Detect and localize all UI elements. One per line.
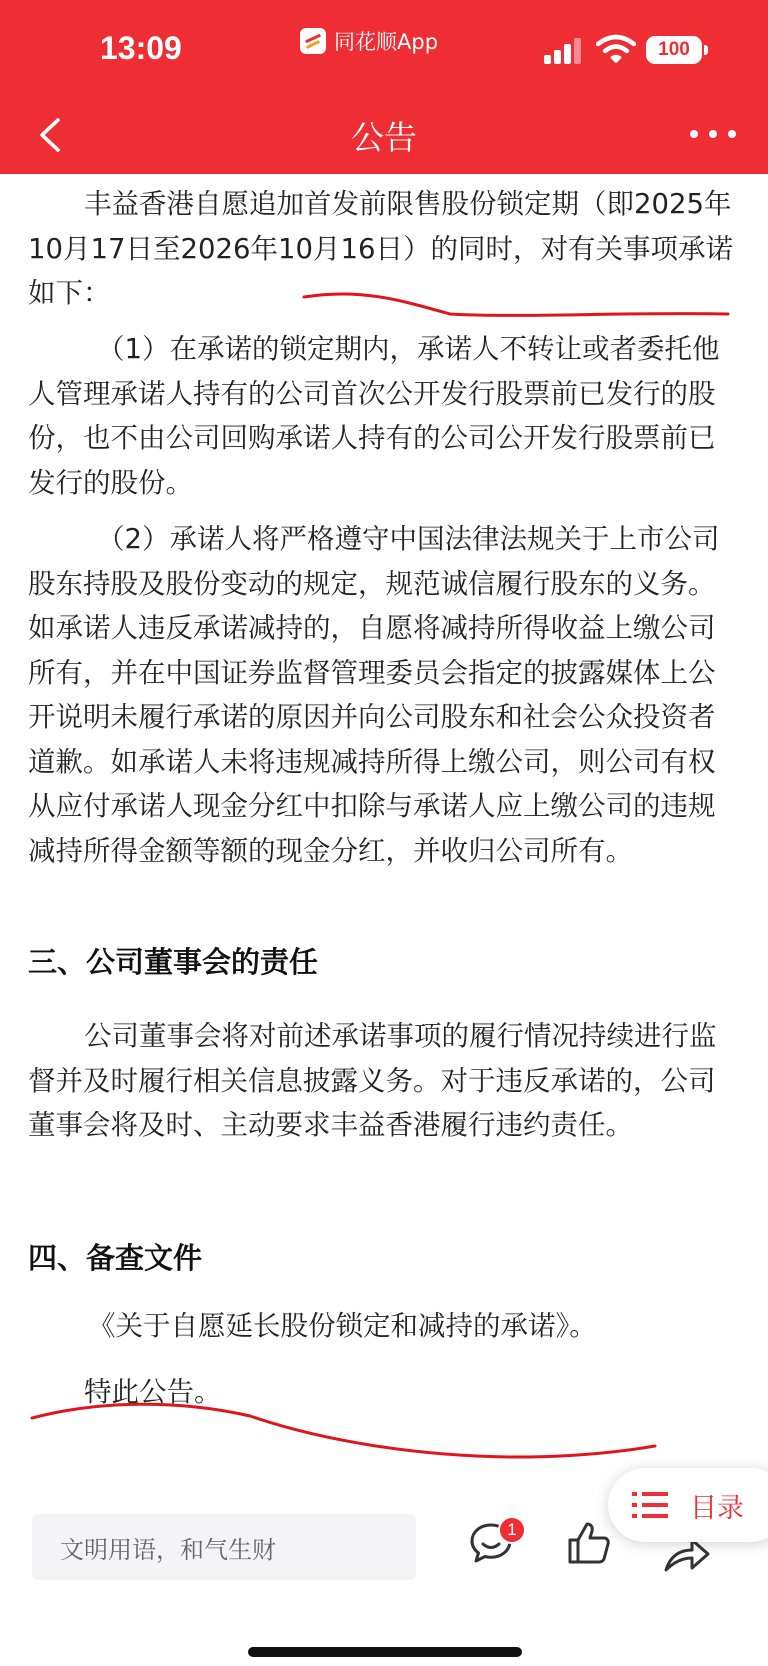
comment-count-badge: 1 bbox=[498, 1516, 526, 1544]
list-icon bbox=[632, 1490, 668, 1520]
status-time: 13:09 bbox=[100, 30, 182, 66]
paragraph-reference-document: 《关于自愿延长股份锁定和减持的承诺》。 bbox=[88, 1310, 597, 1342]
status-app-name: 同花顺App bbox=[334, 30, 439, 54]
app-logo-icon bbox=[300, 28, 326, 54]
paragraph-commitment-intro: 丰益香港自愿追加首发前限售股份锁定期（即2025年10月17日至2026年10月16日）的同时，对有关事项承诺如下： bbox=[28, 188, 733, 309]
section-heading-board: 三、公司董事会的责任 bbox=[28, 945, 319, 979]
table-of-contents-button[interactable] bbox=[608, 1468, 768, 1542]
comment-input[interactable]: 文明用语，和气生财 bbox=[32, 1514, 416, 1580]
battery-indicator: 100 bbox=[646, 36, 702, 64]
paragraph-board-duty: 公司董事会将对前述承诺事项的履行情况持续进行监督并及时履行相关信息披露义务。对于违反承诺的，公司董事会将及时、主动要求丰益香港履行违约责任。 bbox=[28, 1020, 717, 1141]
page-title: 公告 bbox=[351, 118, 417, 157]
paragraph-commitment-1: （1）在承诺的锁定期内，承诺人不转让或者委托他人管理承诺人持有的公司首次公开发行股票前已发行的股份，也不由公司回购承诺人持有的公司公开发行股票前已发行的股份。 bbox=[28, 333, 720, 499]
home-indicator[interactable] bbox=[248, 1647, 522, 1657]
section-heading-documents: 四、备查文件 bbox=[28, 1241, 203, 1275]
app-header bbox=[0, 0, 768, 174]
paragraph-closing: 特此公告。 bbox=[84, 1376, 222, 1408]
more-dots-icon[interactable] bbox=[690, 114, 736, 154]
paragraph-commitment-2: （2）承诺人将严格遵守中国法律法规关于上市公司股东持股及股份变动的规定，规范诚信履行股东的义务。如承诺人违反承诺减持的，自愿将减持所得收益上缴公司所有，并在中国证券监督管理委员会指定的披露媒体上公开说明未履行承诺的原因并向公司股东和社会公众投资者道歉。如承诺人未将违规减持所得上缴公司，则公司有权从应付承诺人现金分红中扣除与承诺人应上缴公司的违规减持所得金额等额的现金分红，并收归公司所有。 bbox=[28, 523, 720, 867]
thumbs-up-icon[interactable] bbox=[564, 1518, 614, 1568]
wifi-icon bbox=[596, 34, 636, 64]
signal-icon bbox=[544, 38, 584, 64]
toc-label: 目录 bbox=[690, 1492, 744, 1524]
status-app-indicator[interactable] bbox=[300, 26, 438, 56]
